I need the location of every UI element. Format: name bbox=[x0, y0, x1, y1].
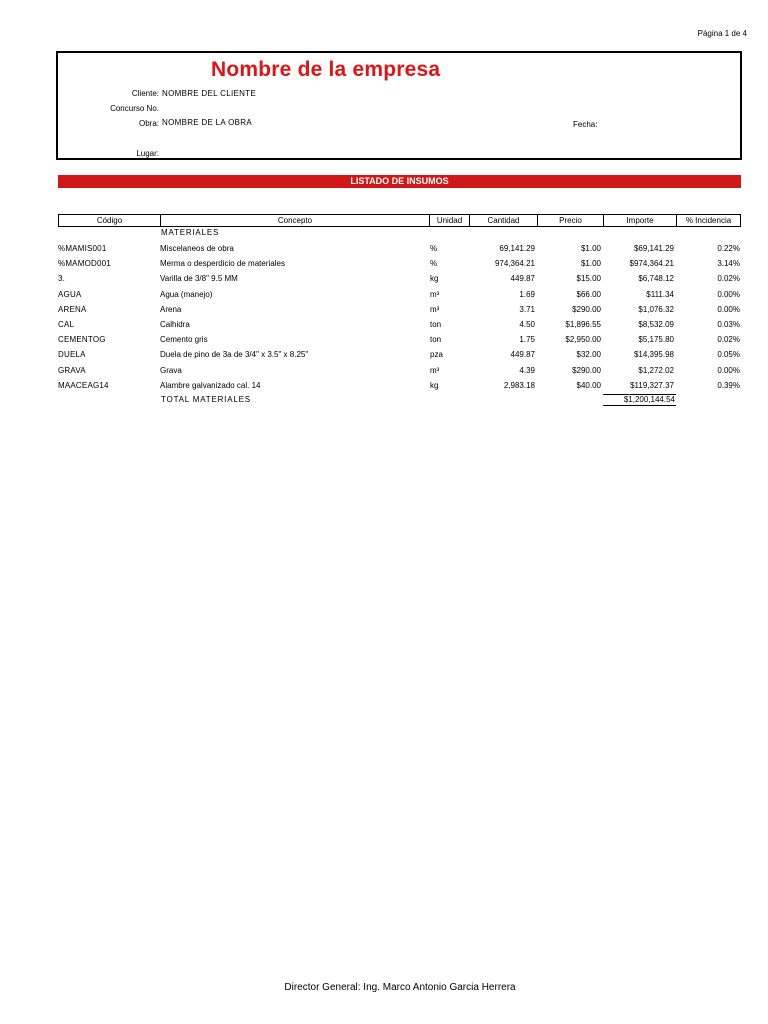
cell-incidencia: 0.00% bbox=[717, 304, 740, 314]
cell-cantidad: 449.87 bbox=[510, 350, 535, 360]
cell-unidad: m³ bbox=[430, 304, 440, 314]
cell-precio: $290.00 bbox=[572, 365, 601, 375]
table-row bbox=[58, 366, 741, 381]
cell-codigo: CAL bbox=[58, 320, 75, 329]
cell-codigo: DUELA bbox=[58, 350, 86, 360]
cell-importe: $974,364.21 bbox=[629, 259, 674, 269]
cell-importe: $14,395.98 bbox=[633, 350, 674, 360]
cell-precio: $290.00 bbox=[572, 304, 601, 314]
cell-cantidad: 69,141.29 bbox=[499, 244, 535, 253]
company-name: Nombre de la empresa bbox=[211, 58, 441, 81]
concurso-label: Concurso No. bbox=[110, 104, 159, 113]
obra-label: Obra: bbox=[138, 119, 159, 128]
table-row bbox=[58, 350, 741, 365]
cell-cantidad: 4.39 bbox=[519, 365, 535, 375]
table-row bbox=[58, 290, 741, 305]
cell-cantidad: 974,364.21 bbox=[494, 259, 535, 269]
cell-unidad: % bbox=[430, 259, 438, 269]
footer-signature: Director General: Ing. Marco Antonio Garcia Herrera bbox=[284, 982, 516, 993]
cell-concepto: Miscelaneos de obra bbox=[160, 244, 234, 253]
cell-codigo: %MAMOD001 bbox=[58, 259, 111, 269]
cell-importe: $8,532.09 bbox=[638, 320, 674, 329]
cell-codigo: MAACEAG14 bbox=[58, 380, 109, 390]
fecha-label: Fecha: bbox=[573, 120, 598, 129]
col-unidad: Unidad bbox=[430, 215, 470, 226]
cell-unidad: % bbox=[430, 244, 438, 253]
cell-concepto: Calhidra bbox=[160, 320, 190, 329]
cell-concepto: Merma o desperdicio de materiales bbox=[160, 259, 285, 269]
cell-concepto: Varilla de 3/8" 9.5 MM bbox=[160, 274, 238, 284]
table-header bbox=[58, 214, 741, 227]
col-precio: Precio bbox=[538, 215, 604, 226]
col-concepto: Concepto bbox=[161, 215, 430, 226]
table-row bbox=[58, 320, 741, 335]
lugar-label: Lugar: bbox=[136, 149, 159, 158]
cell-incidencia: 0.39% bbox=[717, 380, 740, 390]
cell-importe: $5,175.80 bbox=[638, 335, 674, 345]
table-row bbox=[58, 335, 741, 350]
cell-incidencia: 0.02% bbox=[717, 274, 740, 284]
cell-importe: $111.34 bbox=[646, 289, 674, 299]
cliente-value: NOMBRE DEL CLIENTE bbox=[162, 89, 257, 98]
cell-incidencia: 0.00% bbox=[717, 289, 740, 299]
cell-cantidad: 1.69 bbox=[519, 289, 535, 299]
cell-importe: $119,327.37 bbox=[630, 380, 674, 390]
cell-importe: $1,272.02 bbox=[638, 365, 674, 375]
cell-precio: $40.00 bbox=[576, 380, 601, 390]
col-incidencia: % Incidencia bbox=[685, 216, 732, 225]
cell-codigo: %MAMIS001 bbox=[58, 244, 107, 253]
obra-value: NOMBRE DE LA OBRA bbox=[162, 118, 253, 127]
total-label: TOTAL MATERIALES bbox=[161, 395, 251, 404]
cell-incidencia: 3.14% bbox=[717, 259, 740, 269]
cell-importe: $1,076.32 bbox=[638, 304, 674, 314]
table-row bbox=[58, 244, 741, 259]
cell-concepto: Cemento gris bbox=[160, 335, 208, 345]
cliente-label: Cliente: bbox=[131, 89, 159, 98]
col-cantidad: Cantidad bbox=[470, 215, 538, 226]
cell-incidencia: 0.22% bbox=[717, 244, 740, 253]
cell-cantidad: 4.50 bbox=[519, 320, 535, 329]
col-importe: Importe bbox=[604, 215, 677, 226]
cell-importe: $69,141.29 bbox=[633, 244, 674, 253]
cell-incidencia: 0.05% bbox=[717, 350, 740, 360]
cell-unidad: ton bbox=[430, 320, 442, 329]
cell-codigo: GRAVA bbox=[58, 365, 86, 375]
cell-cantidad: 449.87 bbox=[510, 274, 535, 284]
table-row bbox=[58, 274, 741, 289]
cell-incidencia: 0.00% bbox=[717, 365, 740, 375]
cell-precio: $32.00 bbox=[576, 350, 601, 360]
cell-codigo: 3. bbox=[58, 274, 66, 284]
header-box bbox=[56, 51, 742, 160]
cell-codigo: AGUA bbox=[58, 289, 82, 299]
table-row bbox=[58, 259, 741, 274]
total-value: $1,200,144.54 bbox=[603, 394, 676, 406]
cell-incidencia: 0.03% bbox=[717, 320, 740, 329]
cell-codigo: CEMENTOG bbox=[58, 335, 106, 345]
cell-concepto: Alambre galvanizado cal. 14 bbox=[160, 380, 261, 390]
cell-unidad: m³ bbox=[430, 365, 440, 375]
cell-unidad: m³ bbox=[430, 289, 440, 299]
cell-unidad: kg bbox=[430, 380, 439, 390]
cell-cantidad: 1.75 bbox=[519, 335, 535, 345]
page-indicator: Página 1 de 4 bbox=[697, 29, 747, 38]
cell-cantidad: 2,983.18 bbox=[503, 380, 535, 390]
cell-importe: $6,748.12 bbox=[638, 274, 674, 284]
cell-precio: $1,896.55 bbox=[565, 320, 601, 329]
cell-precio: $66.00 bbox=[576, 289, 601, 299]
cell-cantidad: 3.71 bbox=[519, 304, 535, 314]
cell-unidad: pza bbox=[430, 350, 443, 360]
col-codigo: Código bbox=[59, 215, 161, 226]
section-materiales: MATERIALES bbox=[161, 228, 220, 237]
cell-unidad: kg bbox=[430, 274, 439, 284]
cell-incidencia: 0.02% bbox=[717, 335, 740, 345]
cell-codigo: ARENA bbox=[58, 304, 87, 314]
table-row bbox=[58, 305, 741, 320]
cell-precio: $2,950.00 bbox=[565, 335, 601, 345]
cell-precio: $15.00 bbox=[576, 274, 601, 284]
listado-banner: LISTADO DE INSUMOS bbox=[58, 175, 741, 188]
cell-concepto: Agua (manejo) bbox=[160, 289, 213, 299]
cell-concepto: Arena bbox=[160, 304, 182, 314]
cell-unidad: ton bbox=[430, 335, 442, 345]
cell-precio: $1.00 bbox=[580, 259, 601, 269]
cell-concepto: Grava bbox=[160, 365, 182, 375]
cell-concepto: Duela de pino de 3a de 3/4" x 3.5" x 8.25" bbox=[160, 350, 309, 360]
cell-precio: $1.00 bbox=[580, 244, 601, 253]
